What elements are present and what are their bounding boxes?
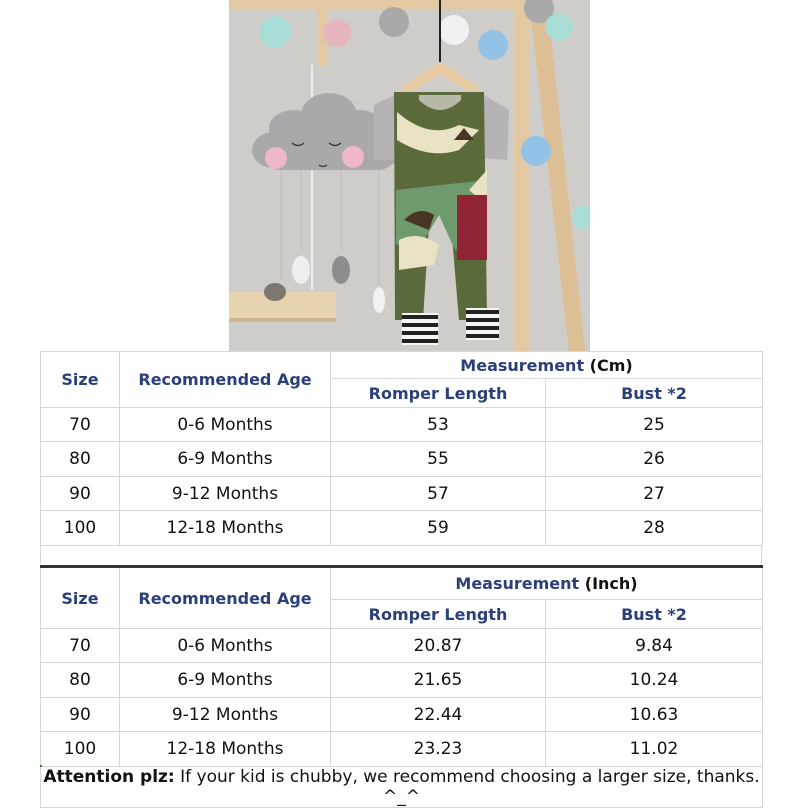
- bust-header: Bust *2: [546, 600, 763, 629]
- size-cell: 100: [41, 732, 120, 767]
- age-cell: 6-9 Months: [120, 663, 331, 698]
- measurement-header: [331, 567, 763, 600]
- table-row: [41, 629, 763, 663]
- bust-cell: 28: [546, 511, 763, 546]
- length-cell: 57: [331, 477, 546, 511]
- size-header: Size: [41, 567, 120, 629]
- attention-note: [41, 767, 763, 808]
- table-row: [41, 698, 763, 732]
- size-cell: 80: [41, 442, 120, 477]
- measurement-header: [331, 352, 763, 379]
- attention-note-row: [41, 767, 763, 808]
- unit-label: (Inch): [584, 574, 638, 593]
- bust-cell: 27: [546, 477, 763, 511]
- table-row: [41, 511, 763, 546]
- size-header: Size: [41, 352, 120, 408]
- age-cell: 9-12 Months: [120, 477, 331, 511]
- bust-cell: 11.02: [546, 732, 763, 767]
- age-cell: 0-6 Months: [120, 408, 331, 442]
- length-cell: 59: [331, 511, 546, 546]
- size-cell: 90: [41, 477, 120, 511]
- size-cell: 80: [41, 663, 120, 698]
- length-cell: 20.87: [331, 629, 546, 663]
- size-cell: 90: [41, 698, 120, 732]
- measurement-label: Measurement: [455, 574, 580, 593]
- age-cell: 6-9 Months: [120, 442, 331, 477]
- length-cell: 53: [331, 408, 546, 442]
- bust-cell: 26: [546, 442, 763, 477]
- length-cell: 55: [331, 442, 546, 477]
- length-cell: 21.65: [331, 663, 546, 698]
- age-cell: 0-6 Months: [120, 629, 331, 663]
- bust-cell: 25: [546, 408, 763, 442]
- stray-mark: [40, 765, 42, 767]
- size-cell: 70: [41, 408, 120, 442]
- size-chart-inch: [40, 565, 763, 808]
- table-row: [41, 663, 763, 698]
- attention-label: Attention plz:: [43, 767, 175, 787]
- bust-cell: 10.24: [546, 663, 763, 698]
- bust-cell: 9.84: [546, 629, 763, 663]
- table-row: [41, 732, 763, 767]
- length-cell: 22.44: [331, 698, 546, 732]
- unit-label: (Cm): [589, 355, 633, 375]
- age-header: Recommended Age: [120, 352, 331, 408]
- table-row: [41, 442, 763, 477]
- bust-cell: 10.63: [546, 698, 763, 732]
- age-header: Recommended Age: [120, 567, 331, 629]
- age-cell: 12-18 Months: [120, 511, 331, 546]
- bust-header: Bust *2: [546, 379, 763, 408]
- age-cell: 12-18 Months: [120, 732, 331, 767]
- product-photo: [229, 0, 590, 351]
- table-spacer-row: [40, 545, 762, 564]
- attention-text: If your kid is chubby, we recommend choosing a larger size, thanks. ^_^: [174, 767, 760, 807]
- age-cell: 9-12 Months: [120, 698, 331, 732]
- measurement-label: Measurement: [460, 355, 585, 375]
- romper-length-header: Romper Length: [331, 379, 546, 408]
- table-row: [41, 477, 763, 511]
- size-chart-cm: [40, 351, 763, 546]
- romper-length-header: Romper Length: [331, 600, 546, 629]
- romper-photo-illustration: [229, 0, 590, 351]
- table-row: [41, 408, 763, 442]
- length-cell: 23.23: [331, 732, 546, 767]
- size-cell: 100: [41, 511, 120, 546]
- size-cell: 70: [41, 629, 120, 663]
